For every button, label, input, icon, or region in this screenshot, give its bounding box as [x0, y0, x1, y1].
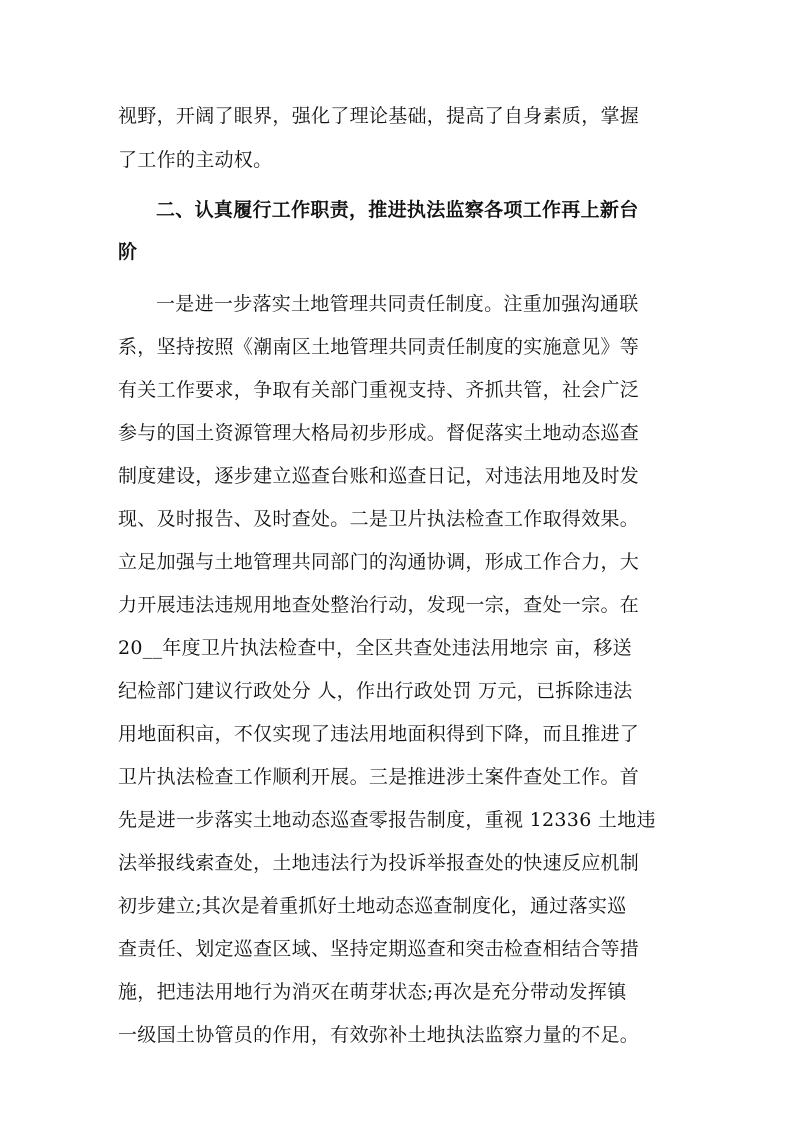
paragraph-line: 参与的国土资源管理大格局初步形成。督促落实土地动态巡查: [118, 422, 640, 444]
paragraph-line: 卫片执法检查工作顺利开展。三是推进涉土案件查处工作。首: [118, 766, 640, 788]
paragraph-line: 一级国土协管员的作用，有效弥补土地执法监察力量的不足。: [118, 1024, 640, 1046]
paragraph-line: 系，坚持按照《潮南区土地管理共同责任制度的实施意见》等: [118, 336, 640, 358]
section-heading: 二、认真履行工作职责，推进执法监察各项工作再上新台: [156, 199, 639, 221]
paragraph-line: 了工作的主动权。: [118, 149, 273, 171]
paragraph-line: 初步建立;其次是着重抓好土地动态巡查制度化，通过落实巡: [118, 895, 627, 917]
paragraph-line: 力开展违法违规用地查处整治行动，发现一宗，查处一宗。在: [118, 594, 640, 616]
paragraph-line: 法举报线索查处，土地违法行为投诉举报查处的快速反应机制: [118, 852, 640, 874]
paragraph-line: 先是进一步落实土地动态巡查零报告制度，重视 12336 土地违: [118, 809, 656, 831]
paragraph-line: 制度建设，逐步建立巡查台账和巡查日记，对违法用地及时发: [118, 465, 640, 487]
paragraph-line: 用地面积亩，不仅实现了违法用地面积得到下降，而且推进了: [118, 723, 640, 745]
paragraph-line: 一是进一步落实土地管理共同责任制度。注重加强沟通联: [156, 293, 639, 315]
paragraph-line: 现、及时报告、及时查处。二是卫片执法检查工作取得效果。: [118, 508, 640, 530]
paragraph-line: 视野，开阔了眼界，强化了理论基础，提高了自身素质，掌握: [118, 105, 640, 127]
paragraph-line: 立足加强与土地管理共同部门的沟通协调，形成工作合力，大: [118, 551, 640, 573]
paragraph-line: 20__年度卫片执法检查中，全区共查处违法用地宗 亩，移送: [118, 637, 632, 659]
paragraph-line: 有关工作要求，争取有关部门重视支持、齐抓共管，社会广泛: [118, 379, 640, 401]
paragraph-line: 纪检部门建议行政处分 人，作出行政处罚 万元，已拆除违法: [118, 680, 633, 702]
paragraph-line: 查责任、划定巡查区域、坚持定期巡查和突击检查相结合等措: [118, 938, 640, 960]
paragraph-line: 施，把违法用地行为消灭在萌芽状态;再次是充分带动发挥镇: [118, 981, 627, 1003]
section-heading: 阶: [118, 241, 138, 263]
